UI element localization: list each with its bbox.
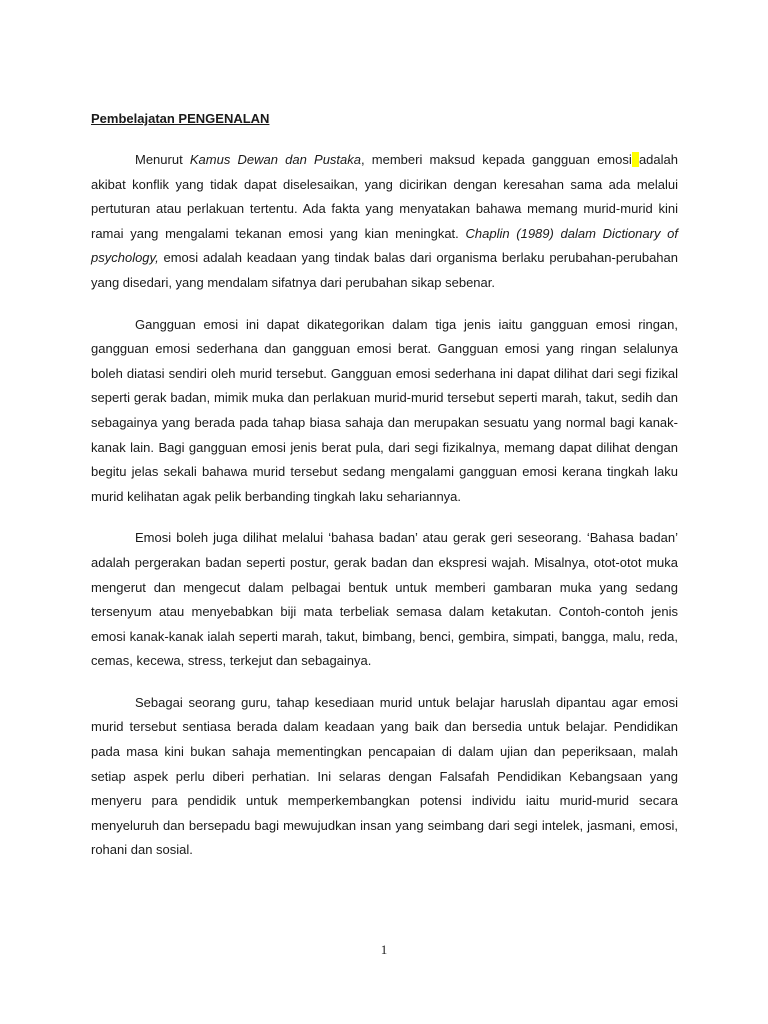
p1-source-title: Kamus Dewan dan Pustaka [189,152,361,167]
p1-citation: Chaplin (1989) dalam Dictionary of psychology, [91,225,679,266]
p1-text-a: Menurut [135,152,190,167]
document-page [91,110,678,880]
p1-text-c: adalah akibat konflik yang tidak dapat diselesaikan, yang dicirikan dengan keresahan sama ada melalui pertuturan atau perlakuan tertentu. Ada fakta yang menyatakan bahawa memang murid-murid kini ramai yang mengalami tekanan emosi yang kian meningkat. [91,152,678,241]
paragraph-3: Emosi boleh juga dilihat melalui ‘bahasa badan’ atau gerak geri seseorang. ‘Bahasa badan’ adalah pergerakan badan seperti postur, gerak badan dan ekspresi wajah. Misalnya, otot-otot muka mengerut dan mengecut dalam pelbagai bentuk untuk memberi gambaran muka yang sedang tersenyum atau menyebabkan biji mata terbeliak semasa dalam ketakutan. Contoh-contoh jenis emosi kanak-kanak ialah seperti marah, takut, bimbang, benci, gembira, simpati, bangga, malu, reda, cemas, kecewa, stress, terkejut dan sebagainya. [91,530,678,669]
highlight-mark [632,152,639,167]
paragraph-2: Gangguan emosi ini dapat dikategorikan dalam tiga jenis iaitu gangguan emosi ringan, gangguan emosi sederhana dan gangguan emosi berat. Gangguan emosi yang ringan selalunya boleh diatasi sendiri oleh murid tersebut. Gangguan emosi sederhana ini dapat dilihat dari segi fizikal seperti gerak badan, mimik muka dan perlakuan murid-murid tersebut seperti marah, takut, sedih dan sebagainya yang berada pada tahap biasa sahaja dan merupakan sesuatu yang normal bagi kanak-kanak lain. Bagi gangguan emosi jenis berat pula, dari segi fizikalnya, memang dapat dilihat dengan begitu jelas sekali bahawa murid tersebut sedang mengalami gangguan emosi kerana tingkah laku murid kelihatan agak pelik berbanding tingkah laku sehariannya. [91,316,678,504]
p1-text-d: emosi adalah keadaan yang tindak balas dari organisma berlaku perubahan-perubahan yang disedari, yang mendalam sifatnya dari perubahan sikap sebenar. [91,250,678,290]
page-number: 1 [380,942,388,957]
paragraph-1 [91,148,678,296]
section-heading: Pembelajatan PENGENALAN [91,111,270,126]
p1-text-b: , memberi maksud kepada gangguan emosi [361,152,632,167]
paragraph-4: Sebagai seorang guru, tahap kesediaan murid untuk belajar haruslah dipantau agar emosi murid tersebut sentiasa berada dalam keadaan yang baik dan bersedia untuk belajar. Pendidikan pada masa kini bukan sahaja mementingkan pencapaian di dalam ujian dan peperiksaan, malah setiap aspek perlu diberi perhatian. Ini selaras dengan Falsafah Pendidikan Kebangsaan yang menyeru para pendidik untuk memperkembangkan potensi individu iaitu murid-murid secara menyeluruh dan bersepadu bagi mewujudkan insan yang seimbang dari segi intelek, jasmani, emosi, rohani dan sosial. [91,694,678,858]
